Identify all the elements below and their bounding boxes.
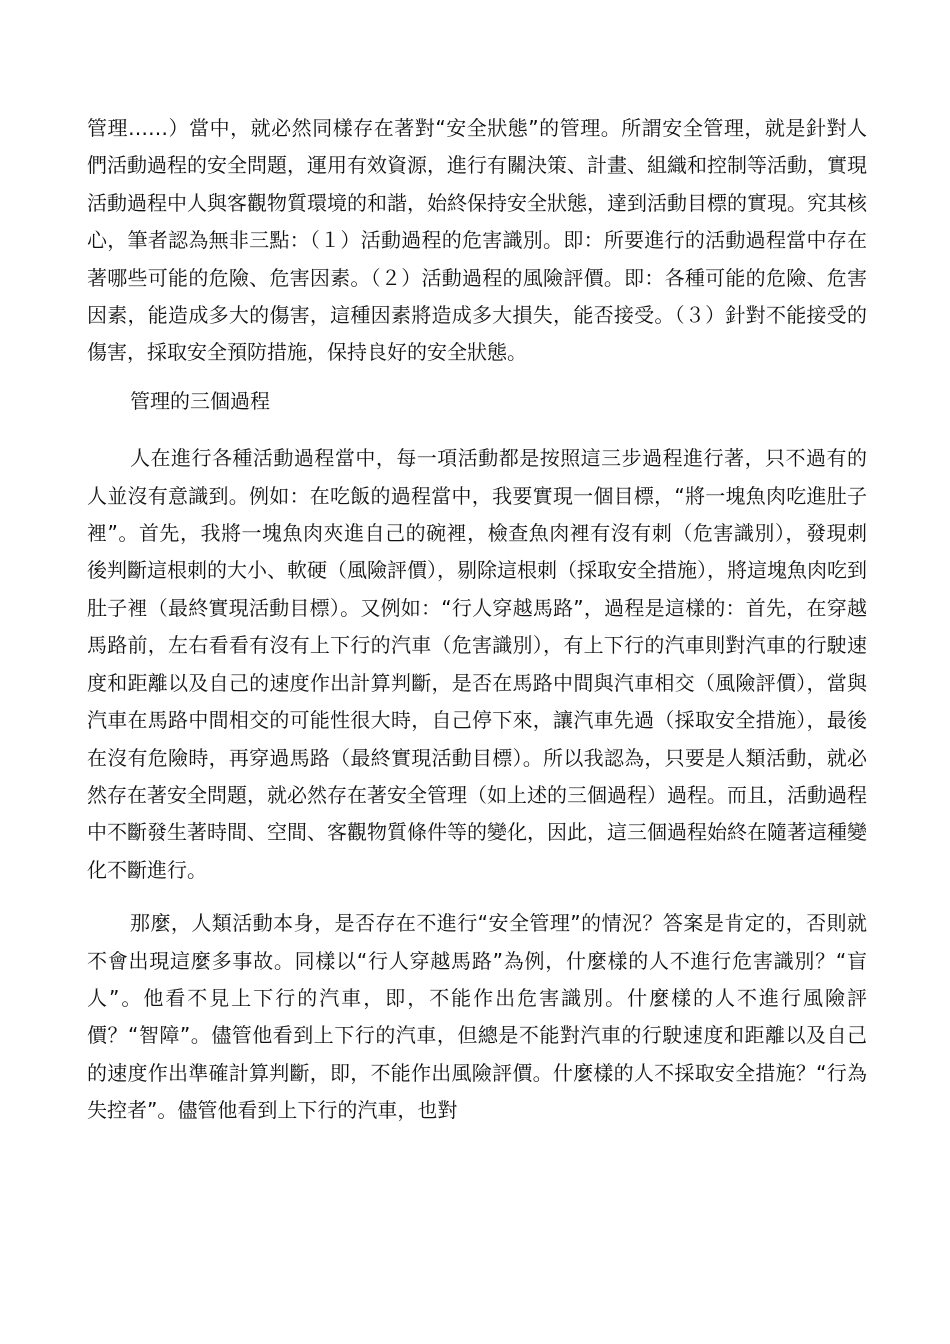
- section-heading: 管理的三個過程: [130, 388, 270, 413]
- paragraph-safety-management-definition: 管理……）當中，就必然同樣存在著對“安全狀態”的管理。所謂安全管理，就是針對人們活動過程的安全問題，運用有效資源，進行有關決策、計畫、組織和控制等活動，實現活動過程中人與客觀物質環境的和諧，始終保持安全狀態，達到活動目標的實現。究其核心，筆者認為無非三點：（１）活動過程的危害識別。即：所要進行的活動過程當中存在著哪些可能的危險、危害因素。（２）活動過程的風險評價。即：各種可能的危險、危害因素，能造成多大的傷害，這種因素將造成多大損失，能否接受。（３）針對不能接受的傷害，採取安全預防措施，保持良好的安全狀態。: [87, 116, 867, 365]
- paragraph-three-step-examples: 人在進行各種活動過程當中，每一項活動都是按照這三步過程進行著，只不過有的人並沒有意識到。例如：在吃飯的過程當中，我要實現一個目標，“將一塊魚肉吃進肚子裡”。首先，我將一塊魚肉夾進自己的碗裡，檢查魚肉裡有沒有刺（危害識別），發現刺後判斷這根刺的大小、軟硬（風險評價），剔除這根刺（採取安全措施），將這塊魚肉吃到肚子裡（最終實現活動目標）。又例如：“行人穿越馬路”，過程是這樣的：首先，在穿越馬路前，左右看看有沒有上下行的汽車（危害識別），有上下行的汽車則對汽車的行駛速度和距離以及自己的速度作出計算判斷，是否在馬路中間與汽車相交（風險評價），當與汽車在馬路中間相交的可能性很大時，自己停下來，讓汽車先過（採取安全措施），最後在沒有危險時，再穿過馬路（最終實現活動目標）。所以我認為，只要是人類活動，就必然存在著安全問題，就必然存在著安全管理（如上述的三個過程）過程。而且，活動過程中不斷發生著時間、空間、客觀物質條件等的變化，因此，這三個過程始終在隨著這種變化不斷進行。: [87, 446, 867, 882]
- document-page: [87, 110, 867, 1130]
- paragraph-no-safety-management: 那麼，人類活動本身，是否存在不進行“安全管理”的情況？答案是肯定的，否則就不會出現這麼多事故。同樣以“行人穿越馬路”為例，什麼樣的人不進行危害識別？“盲人”。他看不見上下行的汽車，即，不能作出危害識別。什麼樣的人不進行風險評價？“智障”。儘管他看到上下行的汽車，但總是不能對汽車的行駛速度和距離以及自己的速度作出準確計算判斷，即，不能作出風險評價。什麼樣的人不採取安全措施？“行為失控者”。儘管他看到上下行的汽車，也對: [87, 911, 867, 1123]
